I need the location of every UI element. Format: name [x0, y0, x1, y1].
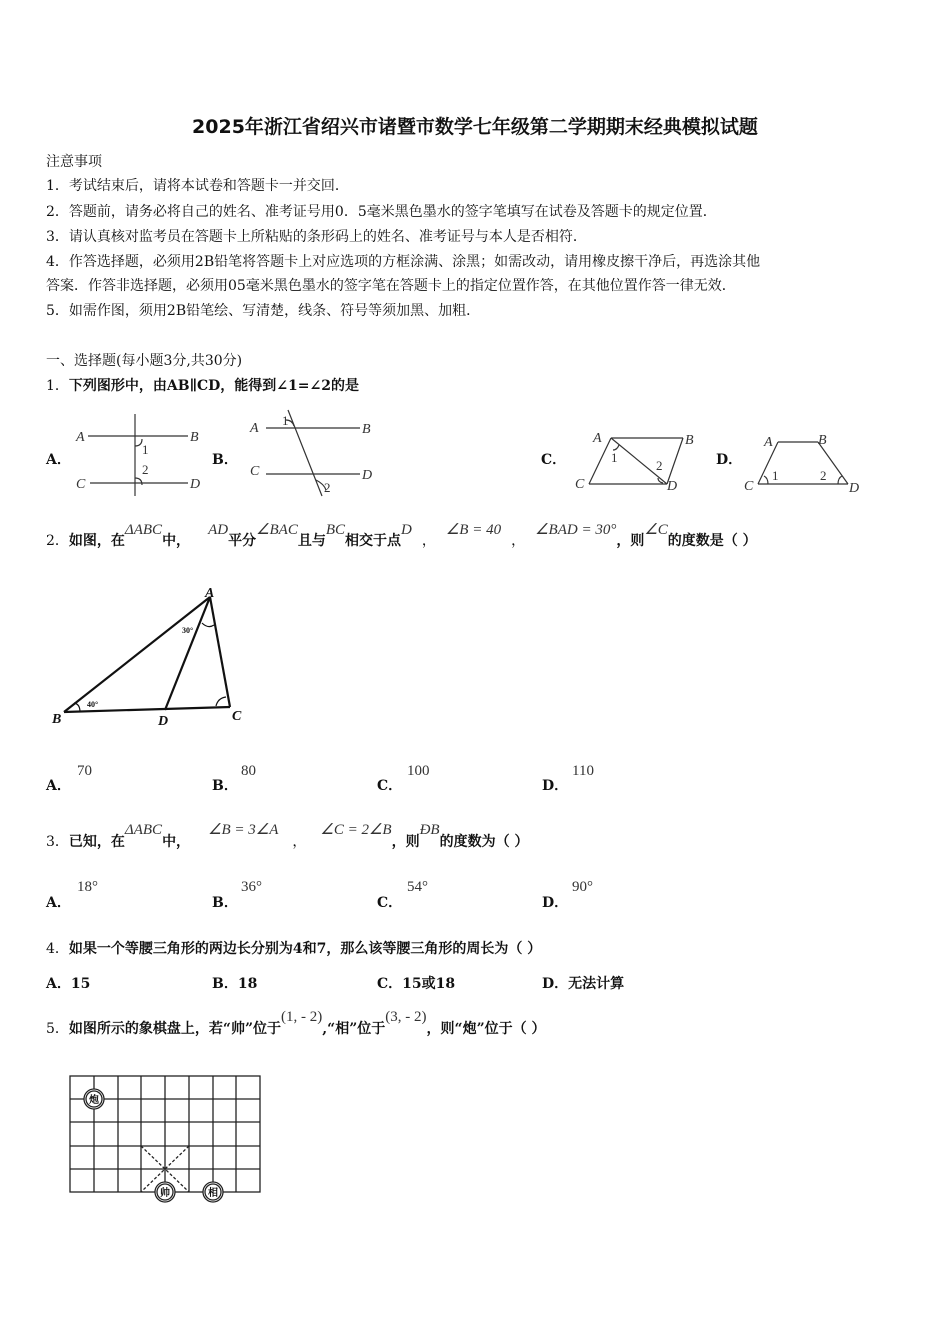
option-label: D．: [542, 976, 569, 992]
option-b-label: B．: [212, 778, 238, 794]
option-a: [46, 974, 90, 994]
stem-text: ，: [421, 533, 436, 549]
stem-text: 中，: [162, 533, 191, 549]
option-value: 无法计算: [568, 976, 625, 992]
question-number: 3．: [46, 834, 69, 850]
option-d-label: D．: [716, 452, 743, 468]
notice-item: 5．如需作图，须用2B铅笔绘、写清楚，线条、符号等须加黑、加粗．: [46, 303, 481, 319]
svg-text:B: B: [818, 433, 827, 448]
svg-text:1: 1: [282, 413, 289, 428]
page-title: 2025年浙江省绍兴市诸暨市数学七年级第二学期期末经典模拟试题: [192, 116, 758, 138]
notice-item: 1．考试结束后，请将本试卷和答题卡一并交回．: [46, 178, 349, 194]
svg-text:1: 1: [772, 468, 779, 483]
svg-text:2: 2: [820, 468, 827, 483]
notice-item: 4．作答选择题，必须用2B铅笔将答题卡上对应选项的方框涂满、涂黑；如需改动，请用橡皮擦干净后，再选涂其他: [46, 254, 761, 270]
question-number: 2．: [46, 533, 69, 549]
stem-text: 的度数为（ ）: [439, 834, 529, 850]
math-expression: ∠C = 2∠B: [320, 822, 392, 838]
svg-text:D: D: [667, 479, 678, 494]
math-expression: (3, - 2): [385, 1009, 427, 1025]
math-expression: ∠B = 3∠A: [208, 822, 279, 838]
svg-text:B: B: [685, 433, 694, 448]
question-5: [46, 1007, 546, 1045]
stem-text: 的度数是（ ）: [667, 533, 757, 549]
question-stem: 如果一个等腰三角形的两边长分别为4和7，那么该等腰三角形的周长为（ ）: [68, 941, 542, 957]
option-b-value: 36°: [241, 879, 262, 895]
svg-text:2: 2: [656, 458, 663, 473]
math-expression: ∠B = 40: [445, 522, 502, 538]
option-a-label: A．: [46, 452, 71, 468]
svg-text:2: 2: [324, 480, 331, 495]
math-expression: ∠BAD = 30°: [535, 522, 617, 538]
stem-text: 如图所示的象棋盘上，若“帅”位于: [68, 1021, 282, 1037]
svg-text:B: B: [190, 430, 199, 445]
math-expression: ∠BAC: [256, 522, 298, 538]
vertex-c-label: C: [232, 709, 242, 724]
svg-text:D: D: [849, 481, 860, 496]
option-a-value: 70: [77, 763, 92, 779]
option-b-label: B．: [212, 452, 238, 468]
svg-text:A: A: [76, 430, 85, 445]
math-expression: ΔABC: [124, 522, 163, 538]
option-label: B．: [212, 976, 238, 992]
option-a-value: 18°: [77, 879, 98, 895]
option-a-label: A．: [46, 895, 71, 911]
option-c-label: C．: [377, 895, 403, 911]
option-b-label: B．: [212, 895, 238, 911]
svg-text:C: C: [744, 479, 754, 494]
option-label: C．: [377, 976, 403, 992]
stem-text: 平分: [228, 533, 257, 549]
option-d-value: 90°: [572, 879, 593, 895]
stem-text: 已知，在: [68, 834, 125, 850]
option-c-label: C．: [541, 452, 567, 468]
notice-item: 答案．作答非选择题，必须用05毫米黑色墨水的签字笔在答题卡上的指定位置作答，在其他位置作答一律无效．: [46, 278, 736, 294]
svg-text:D: D: [190, 477, 201, 492]
question-stem: 下列图形中，由AB∥CD，能得到∠1=∠2的是: [68, 378, 359, 394]
q1-figure-b: [246, 408, 386, 500]
option-c: [377, 974, 455, 994]
notice-heading: 注意事项: [46, 154, 102, 170]
angle-b-label: 40°: [87, 700, 99, 709]
notice-item: 2．答题前，请务必将自己的姓名、准考证号用0．5毫米黑色墨水的签字笔填写在试卷及答题卡的规定位置．: [46, 204, 717, 220]
option-d: [542, 974, 624, 994]
chess-board-figure: [60, 1066, 275, 1211]
option-value: 18: [237, 976, 258, 992]
option-d-label: D．: [542, 778, 569, 794]
shuai-piece: 帅: [160, 1188, 170, 1199]
stem-text: 中，: [162, 834, 191, 850]
option-c-value: 54°: [407, 879, 428, 895]
math-expression: AD: [208, 522, 229, 538]
svg-text:A: A: [764, 435, 773, 450]
math-expression: ∠C: [644, 522, 668, 538]
svg-text:1: 1: [611, 450, 618, 465]
math-expression: ÐB: [419, 822, 440, 838]
stem-text: ，则: [391, 834, 420, 850]
math-expression: D: [401, 522, 412, 538]
option-value: 15或18: [402, 976, 456, 992]
xiang-piece: 相: [208, 1188, 218, 1199]
math-expression: (1, - 2): [281, 1009, 323, 1025]
question-1: [46, 376, 359, 396]
math-expression: BC: [325, 522, 346, 538]
svg-text:C: C: [250, 464, 260, 479]
vertex-b-label: B: [52, 712, 62, 727]
question-2: [46, 520, 757, 558]
option-label: A．: [46, 976, 71, 992]
option-d-value: 110: [572, 763, 594, 779]
option-a-label: A．: [46, 778, 71, 794]
q1-figure-d: [742, 428, 867, 498]
stem-text: 如图，在: [68, 533, 125, 549]
stem-text: ，则: [616, 533, 645, 549]
math-expression: ΔABC: [124, 822, 163, 838]
stem-text: 且与: [297, 533, 326, 549]
question-3: [46, 820, 528, 858]
option-b-value: 80: [241, 763, 256, 779]
stem-text: ,“相”位于: [322, 1021, 386, 1037]
question-number: 4．: [46, 941, 69, 957]
svg-text:B: B: [362, 422, 371, 437]
option-d-label: D．: [542, 895, 569, 911]
q1-figure-c: [573, 428, 708, 496]
svg-text:C: C: [575, 477, 585, 492]
q1-figure-a: [70, 412, 210, 497]
option-b: [212, 974, 257, 994]
question-4: [46, 939, 541, 959]
question-number: 1．: [46, 378, 69, 394]
notice-item: 3．请认真核对监考员在答题卡上所粘贴的条形码上的姓名、准考证号与本人是否相符．: [46, 229, 587, 245]
svg-text:A: A: [593, 431, 602, 446]
angle-a-label: 30°: [182, 626, 194, 635]
option-c-label: C．: [377, 778, 403, 794]
question-number: 5．: [46, 1021, 69, 1037]
option-value: 15: [70, 976, 91, 992]
svg-text:1: 1: [142, 442, 149, 457]
option-c-value: 100: [407, 763, 430, 779]
vertex-a-label: A: [205, 586, 215, 601]
svg-text:A: A: [250, 421, 259, 436]
pao-piece: 炮: [89, 1095, 99, 1106]
vertex-d-label: D: [158, 714, 169, 729]
section-heading: 一、选择题(每小题3分,共30分): [46, 353, 243, 369]
svg-text:C: C: [76, 477, 86, 492]
stem-text: ，: [292, 834, 307, 850]
stem-text: ，则“炮”位于（ ）: [426, 1021, 546, 1037]
q2-triangle-figure: [50, 585, 255, 730]
stem-text: 相交于点: [345, 533, 402, 549]
stem-text: ，: [511, 533, 526, 549]
svg-text:2: 2: [142, 462, 149, 477]
svg-text:D: D: [362, 468, 373, 483]
